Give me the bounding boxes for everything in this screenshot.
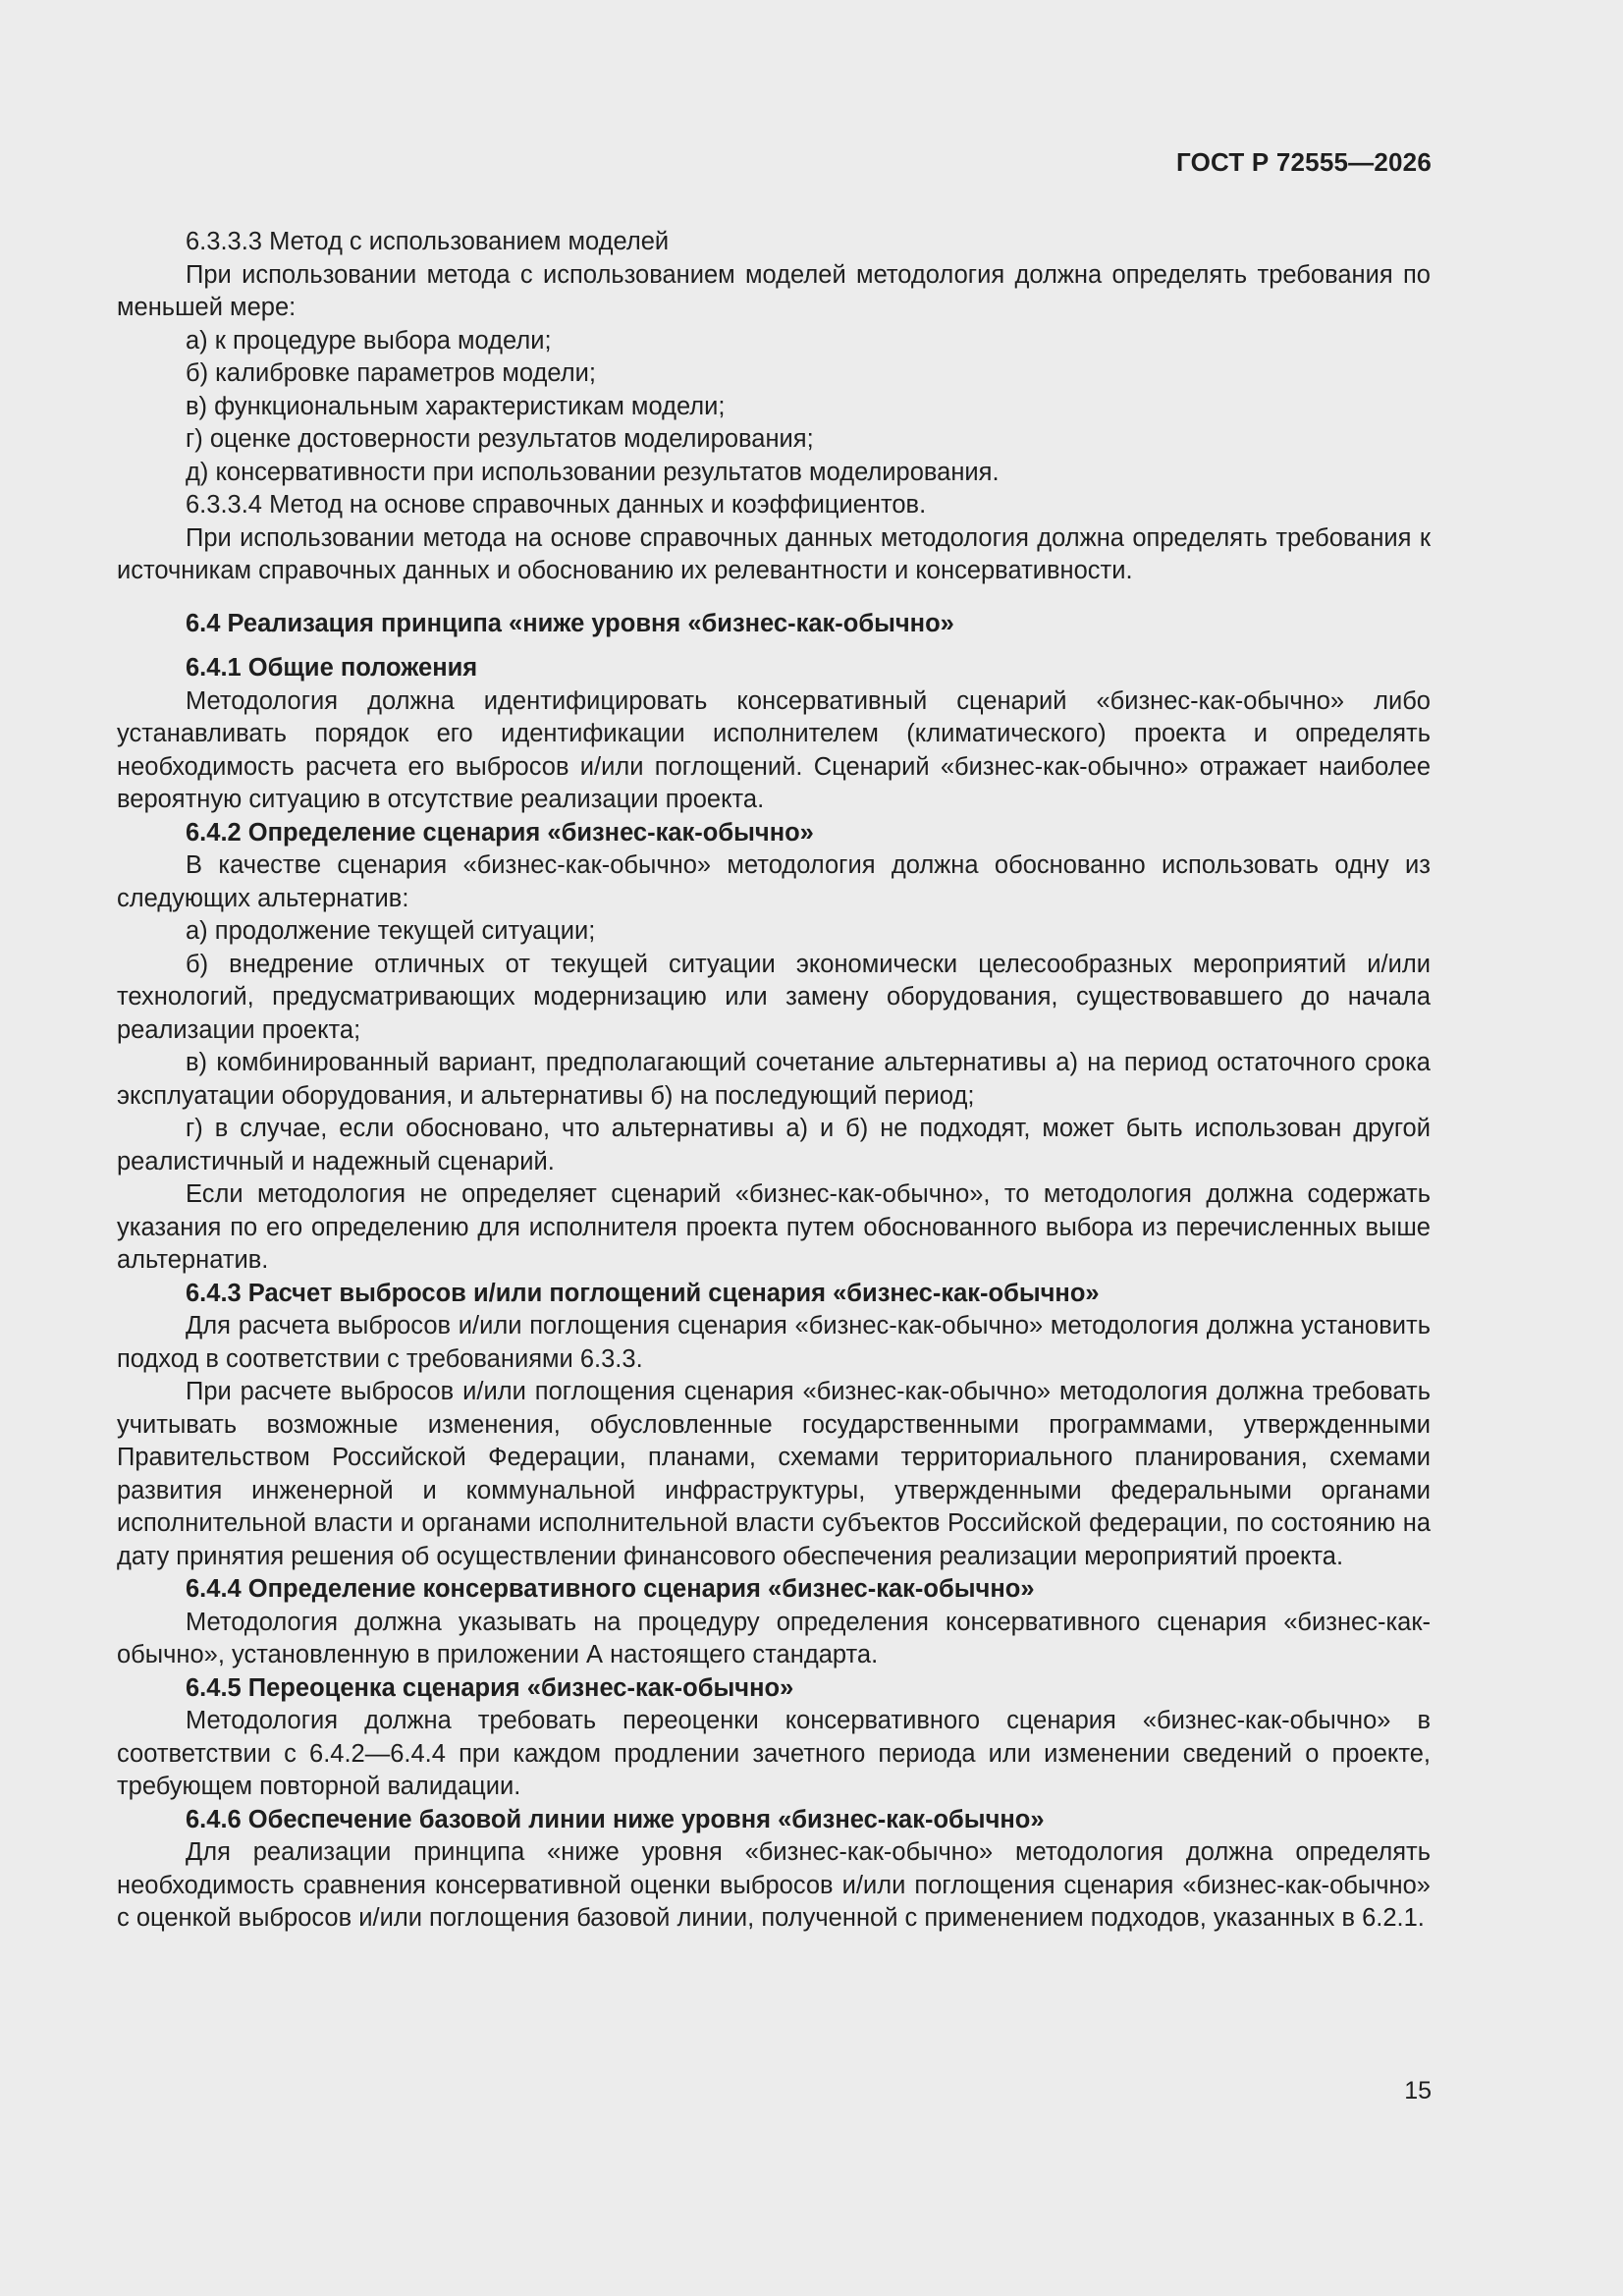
list-item: а) продолжение текущей ситуации; [186,917,596,945]
paragraph: Для расчета выбросов и/или поглощения сценария «бизнес-как-обычно» методология должна установить подход в соответствии с требованиями 6.3.3. [117,1312,1431,1373]
section-heading: 6.4 Реализация принципа «ниже уровня «бизнес-как-обычно» [186,609,954,637]
subsection-heading: 6.4.5 Переоценка сценария «бизнес-как-обычно» [186,1673,794,1702]
page-number: 15 [1404,2077,1432,2105]
paragraph: Методология должна указывать на процедуру определения консервативного сценария «бизнес-как-обычно», установленную в приложении А настоящего стандарта. [117,1608,1431,1668]
paragraph: Методология должна идентифицировать консервативный сценарий «бизнес-как-обычно» либо устанавливать порядок его идентификации исполнителем (климатического) проекта и определять необходимость расчета его выбросов и/или поглощений. Сценарий «бизнес-как-обычно» отражает наиболее вероятную ситуацию в отсутствие реализации проекта. [117,686,1431,813]
paragraph: При расчете выбросов и/или поглощения сценария «бизнес-как-обычно» методология должна требовать учитывать возможные изменения, обусловленные государственными программами, утвержденными Правительством Российской Федерации, планами, схемами территориального планирования, схемами развития инженерной и коммунальной инфраструктуры, утвержденными федеральными органами исполнительной власти и органами исполнительной власти субъектов Российской федерации, по состоянию на дату принятия решения об осуществлении финансового обеспечения реализации мероприятий проекта. [117,1378,1431,1570]
paragraph: Если методология не определяет сценарий «бизнес-как-обычно», то методология должна содержать указания по его определению для исполнителя проекта путем обоснованного выбора из перечисленных выше альтернатив. [117,1180,1431,1274]
list-item: в) комбинированный вариант, предполагающий сочетание альтернативы а) на период остаточного срока эксплуатации оборудования, и альтернативы б) на последующий период; [117,1049,1431,1110]
list-item: г) в случае, если обосновано, что альтернативы а) и б) не подходят, может быть использован другой реалистичный и надежный сценарий. [117,1115,1431,1175]
paragraph: Методология должна требовать переоценки консервативного сценария «бизнес-как-обычно» в соответствии с 6.4.2—6.4.4 при каждом продлении зачетного периода или изменении сведений о проекте, требующем повторной валидации. [117,1707,1431,1800]
list-item: д) консервативности при использовании результатов моделирования. [186,458,1000,486]
paragraph: В качестве сценария «бизнес-как-обычно» методология должна обоснованно использовать одну из следующих альтернатив: [117,851,1431,912]
subsection-heading: 6.4.2 Определение сценария «бизнес-как-обычно» [186,818,814,847]
paragraph: При использовании метода на основе справочных данных методология должна определять требования к источникам справочных данных и обоснованию их релевантности и консервативности. [117,523,1431,584]
list-item: в) функциональным характеристикам модели; [186,392,726,420]
subsection-heading: 6.4.4 Определение консервативного сценария «бизнес-как-обычно» [186,1575,1035,1603]
document-body [117,226,1431,1936]
clause-heading: 6.3.3.4 Метод на основе справочных данных и коэффициентов. [186,491,927,519]
list-item: а) к процедуре выбора модели; [186,326,552,355]
subsection-heading: 6.4.1 Общие положения [186,654,478,682]
paragraph: При использовании метода с использованием моделей методология должна определять требования по меньшей мере: [117,260,1431,321]
list-item: б) калибровке параметров модели; [186,359,596,387]
subsection-heading: 6.4.3 Расчет выбросов и/или поглощений сценария «бизнес-как-обычно» [186,1279,1100,1307]
subsection-heading: 6.4.6 Обеспечение базовой линии ниже уровня «бизнес-как-обычно» [186,1805,1045,1833]
list-item: б) внедрение отличных от текущей ситуации экономически целесообразных мероприятий и/или технологий, предусматривающих модернизацию или замену оборудования, существовавшего до начала реализации проекта; [117,950,1431,1044]
paragraph: Для реализации принципа «ниже уровня «бизнес-как-обычно» методология должна определять необходимость сравнения консервативной оценки выбросов и/или поглощения сценария «бизнес-как-обычно» с оценкой выбросов и/или поглощения базовой линии, полученной с применением подходов, указанных в 6.2.1. [117,1838,1431,1932]
list-item: г) оценке достоверности результатов моделирования; [186,425,814,453]
standard-header: ГОСТ Р 72555—2026 [1176,147,1432,177]
clause-heading: 6.3.3.3 Метод с использованием моделей [186,228,670,255]
